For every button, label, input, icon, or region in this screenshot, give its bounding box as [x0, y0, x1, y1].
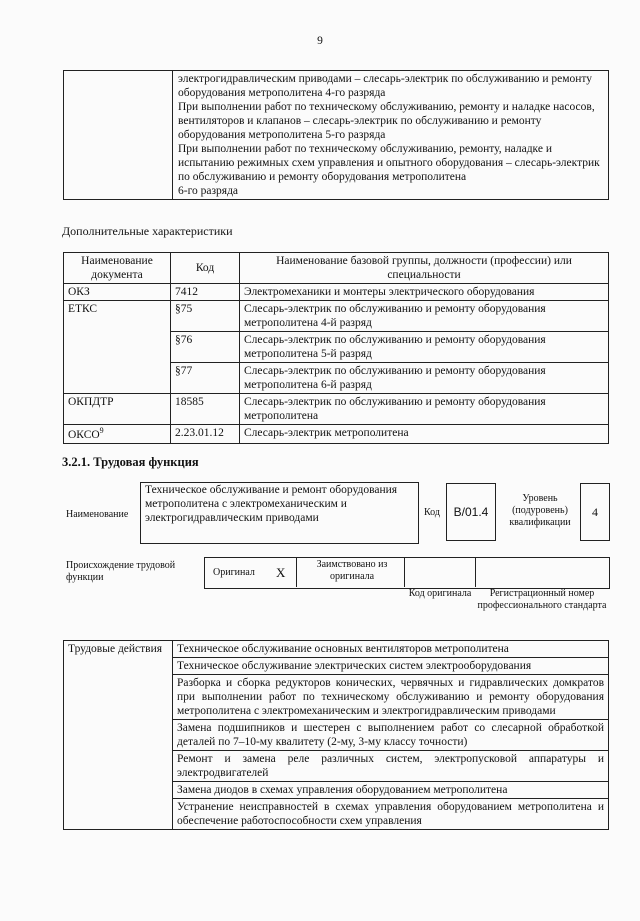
top-table-text-cell — [173, 71, 609, 200]
additional-table — [63, 252, 609, 444]
reg-number-caption: Регистрационный номер профессионального стандарта — [477, 588, 607, 611]
page-number: 9 — [317, 35, 323, 47]
row-doc: ЕТКС — [64, 301, 171, 394]
top-continuation-table — [63, 70, 609, 200]
top-paragraph: 6-го разряда — [178, 185, 239, 198]
additional-header-row — [64, 253, 609, 284]
table-row — [64, 394, 609, 425]
table-row — [64, 284, 609, 301]
original-label: Оригинал — [213, 567, 255, 578]
name-label: Наименование — [66, 509, 129, 520]
function-code-box: В/01.4 — [446, 483, 496, 541]
row-name: Слесарь-электрик метрополитена — [240, 425, 609, 444]
origin-divider — [475, 557, 476, 587]
header-code: Код — [171, 253, 240, 284]
table-row — [64, 301, 609, 332]
row-doc: ОКЗ — [64, 284, 171, 301]
top-paragraph: При выполнении работ по техническому обслуживанию, ремонту, наладке и испытанию режимных схем управления и опытного оборудования – слесарь-электрик по обслуживанию и ремонту оборудования метрополитена — [178, 143, 600, 184]
row-code: §75 — [171, 301, 240, 332]
function-name-box: Техническое обслуживание и ремонт оборудования метрополитена с электромеханическим и электрогидравлическим приводами — [140, 482, 419, 544]
row-doc — [64, 425, 171, 444]
row-code: 2.23.01.12 — [171, 425, 240, 444]
top-table-empty-cell — [64, 71, 173, 200]
function-heading: 3.2.1. Трудовая функция — [62, 455, 199, 469]
header-name: Наименование базовой группы, должности (профессии) или специальности — [240, 253, 609, 284]
top-paragraph: электрогидравлическим приводами – слесарь-электрик по обслуживанию и ремонту оборудования метрополитена 4-го разряда — [178, 73, 593, 100]
labor-actions-table — [63, 640, 609, 830]
top-paragraph: При выполнении работ по техническому обслуживанию, ремонту и наладке насосов, вентиляторов и клапанов – слесарь-электрик по обслуживанию и ремонту оборудования метрополитена 5-го разряда — [178, 101, 595, 142]
header-doc: Наименование документа — [64, 253, 171, 284]
origin-divider — [296, 557, 297, 587]
action-item: Техническое обслуживание основных вентиляторов метрополитена — [173, 641, 609, 658]
origin-label: Происхождение трудовой функции — [66, 560, 176, 583]
row-name: Слесарь-электрик по обслуживанию и ремонту оборудования метрополитена 5-й разряд — [240, 332, 609, 363]
borrowed-label: Заимствовано из оригинала — [316, 559, 388, 582]
code-label: Код — [424, 507, 440, 518]
additional-title: Дополнительные характеристики — [62, 224, 233, 238]
original-mark: X — [276, 565, 286, 580]
action-item: Устранение неисправностей в схемах управления оборудованием метрополитена и обеспечение работоспособности схем управления — [173, 799, 609, 830]
row-name: Слесарь-электрик по обслуживанию и ремонту оборудования метрополитена 6-й разряд — [240, 363, 609, 394]
row-code: 7412 — [171, 284, 240, 301]
row-name: Слесарь-электрик по обслуживанию и ремонту оборудования метрополитена — [240, 394, 609, 425]
row-code: §76 — [171, 332, 240, 363]
row-name: Слесарь-электрик по обслуживанию и ремонту оборудования метрополитена 4-й разряд — [240, 301, 609, 332]
action-item: Техническое обслуживание электрических систем электрооборудования — [173, 658, 609, 675]
actions-label: Трудовые действия — [64, 641, 173, 830]
table-row — [64, 641, 609, 658]
action-item: Замена диодов в схемах управления оборудованием метрополитена — [173, 782, 609, 799]
action-item: Ремонт и замена реле различных систем, электропусковой аппаратуры и электродвигателей — [173, 751, 609, 782]
origin-box — [204, 557, 610, 589]
level-label: Уровень (подуровень) квалификации — [509, 493, 571, 528]
table-row — [64, 425, 609, 444]
footnote-mark: 9 — [99, 426, 104, 436]
row-code: 18585 — [171, 394, 240, 425]
row-doc: ОКПДТР — [64, 394, 171, 425]
row-code: §77 — [171, 363, 240, 394]
row-name: Электромеханики и монтеры электрического оборудования — [240, 284, 609, 301]
action-item: Разборка и сборка редукторов конических, червячных и гидравлических домкратов при выполнении работ по техническому обслуживанию и ремонту оборудования метрополитена с электромеханическим и электрогидравлическим приводами — [173, 675, 609, 720]
level-box: 4 — [580, 483, 610, 541]
code-original-caption: Код оригинала — [408, 588, 472, 599]
row-doc-text: ОКСО — [68, 429, 100, 441]
origin-divider — [404, 557, 405, 587]
action-item: Замена подшипников и шестерен с выполнением работ со слесарной обработкой деталей по 7–10-му квалитету (2-му, 3-му классу точности) — [173, 720, 609, 751]
